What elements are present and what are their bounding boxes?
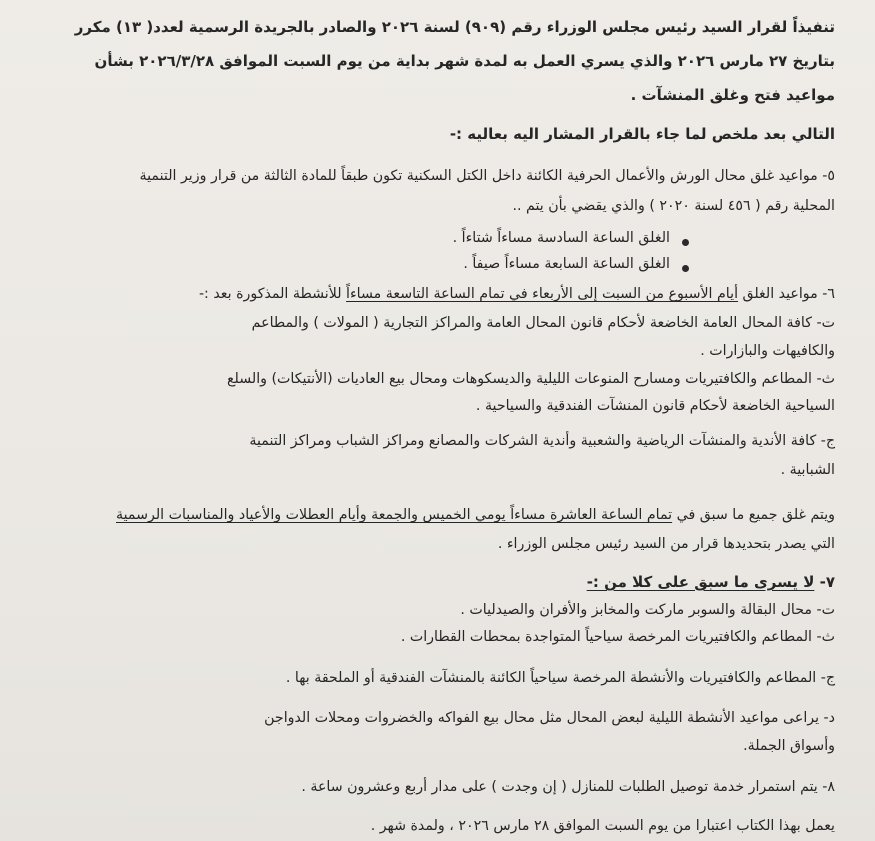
item-6-a-line-2: والكافيهات والبازارات . <box>700 343 835 359</box>
intro-line-2: بتاريخ ٢٧ مارس ٢٠٢٦ والذي يسري العمل به لمدة شهر بداية من يوم السبت الموافق ٢٠٢٦/٣/٢٨ بشأن <box>94 52 835 70</box>
summary-heading: التالي بعد ملخص لما جاء بالقرار المشار اليه بعاليه :- <box>449 125 835 143</box>
item-7-number: ٧- <box>819 573 835 591</box>
item-6-b-line-2: السياحية الخاضعة لأحكام قانون المنشآت الفندقية والسياحية . <box>475 398 835 414</box>
item-7-b: ث- المطاعم والكافتيريات المرخصة سياحياً المتواجدة بمحطات القطارات . <box>400 629 835 645</box>
item-6-suffix: للأنشطة المذكورة بعد :- <box>198 286 347 302</box>
item-6-a-line-1: ت- كافة المحال العامة الخاضعة لأحكام قانون المحال العامة والمراكز التجارية ( المولات ) والمطاعم <box>251 315 835 331</box>
item-6-prefix: ٦- مواعيد الغلق <box>738 286 835 302</box>
item-7-d-line-2: وأسواق الجملة. <box>743 738 835 754</box>
closing-prefix: ويتم غلق جميع ما سبق في <box>672 507 835 523</box>
item-6-c-line-1: ج- كافة الأندية والمنشآت الرياضية والشعبية وأندية الشركات والمصانع ومراكز الشباب ومراكز التنمية <box>249 433 835 449</box>
closing-line-2: التي يصدر بتحديدها قرار من السيد رئيس مجلس الوزراء . <box>497 536 835 552</box>
item-5-line-2: المحلية رقم ( ٤٥٦ لسنة ٢٠٢٠ ) والذي يقضي بأن يتم .. <box>512 198 835 214</box>
item-5-line-1: ٥- مواعيد غلق محال الورش والأعمال الحرفية الكائنة داخل الكتل السكنية تكون طبقاً للمادة الثالثة من قرار وزير التنمية <box>139 168 835 184</box>
bullet-icon <box>682 265 689 272</box>
footer-note: يعمل بهذا الكتاب اعتبارا من يوم السبت الموافق ٢٨ مارس ٢٠٢٦ ، ولمدة شهر . <box>370 818 835 834</box>
closing-line-1 <box>116 507 835 523</box>
item-6-heading <box>199 286 835 302</box>
item-6-underlined: أيام الأسبوع من السبت إلى الأربعاء في تمام الساعة التاسعة مساءاً <box>346 286 739 302</box>
item-7-heading-text: لا يسرى ما سبق على كلا من :- <box>586 573 815 591</box>
item-7-c: ج- المطاعم والكافتيريات والأنشطة المرخصة سياحياً الكائنة بالمنشآت الفندقية أو الملحقة بها . <box>285 670 835 686</box>
closing-underlined: تمام الساعة العاشرة مساءاً يومي الخميس والجمعة وأيام العطلات والأعياد والمناسبات الرسمية <box>116 507 673 523</box>
intro-line-1: تنفيذاً لقرار السيد رئيس مجلس الوزراء رقم (٩٠٩) لسنة ٢٠٢٦ والصادر بالجريدة الرسمية لعدد( ١٣) مكرر <box>74 18 835 36</box>
item-6-c-line-2: الشبابية . <box>780 462 835 478</box>
bullet-icon <box>682 239 689 246</box>
item-6-b-line-1: ث- المطاعم والكافتيريات ومسارح المنوعات الليلية والديسكوهات ومحال بيع العاديات (الأنتيكات) والسلع <box>226 371 835 387</box>
item-5-bullet-2: الغلق الساعة السابعة مساءاً صيفاً . <box>463 256 670 272</box>
item-8: ٨- يتم استمرار خدمة توصيل الطلبات للمنازل ( إن وجدت ) على مدار أربع وعشرون ساعة . <box>301 779 835 795</box>
intro-line-3: مواعيد فتح وغلق المنشآت . <box>630 86 835 104</box>
item-7-d-line-1: د- يراعى مواعيد الأنشطة الليلية لبعض المحال مثل محال بيع الفواكه والخضروات ومحلات الدواجن <box>264 710 835 726</box>
item-7-heading <box>587 573 835 591</box>
item-7-a: ت- محال البقالة والسوبر ماركت والمخابز والأفران والصيدليات . <box>460 602 835 618</box>
item-5-bullet-1: الغلق الساعة السادسة مساءاً شتاءاً . <box>452 230 670 246</box>
